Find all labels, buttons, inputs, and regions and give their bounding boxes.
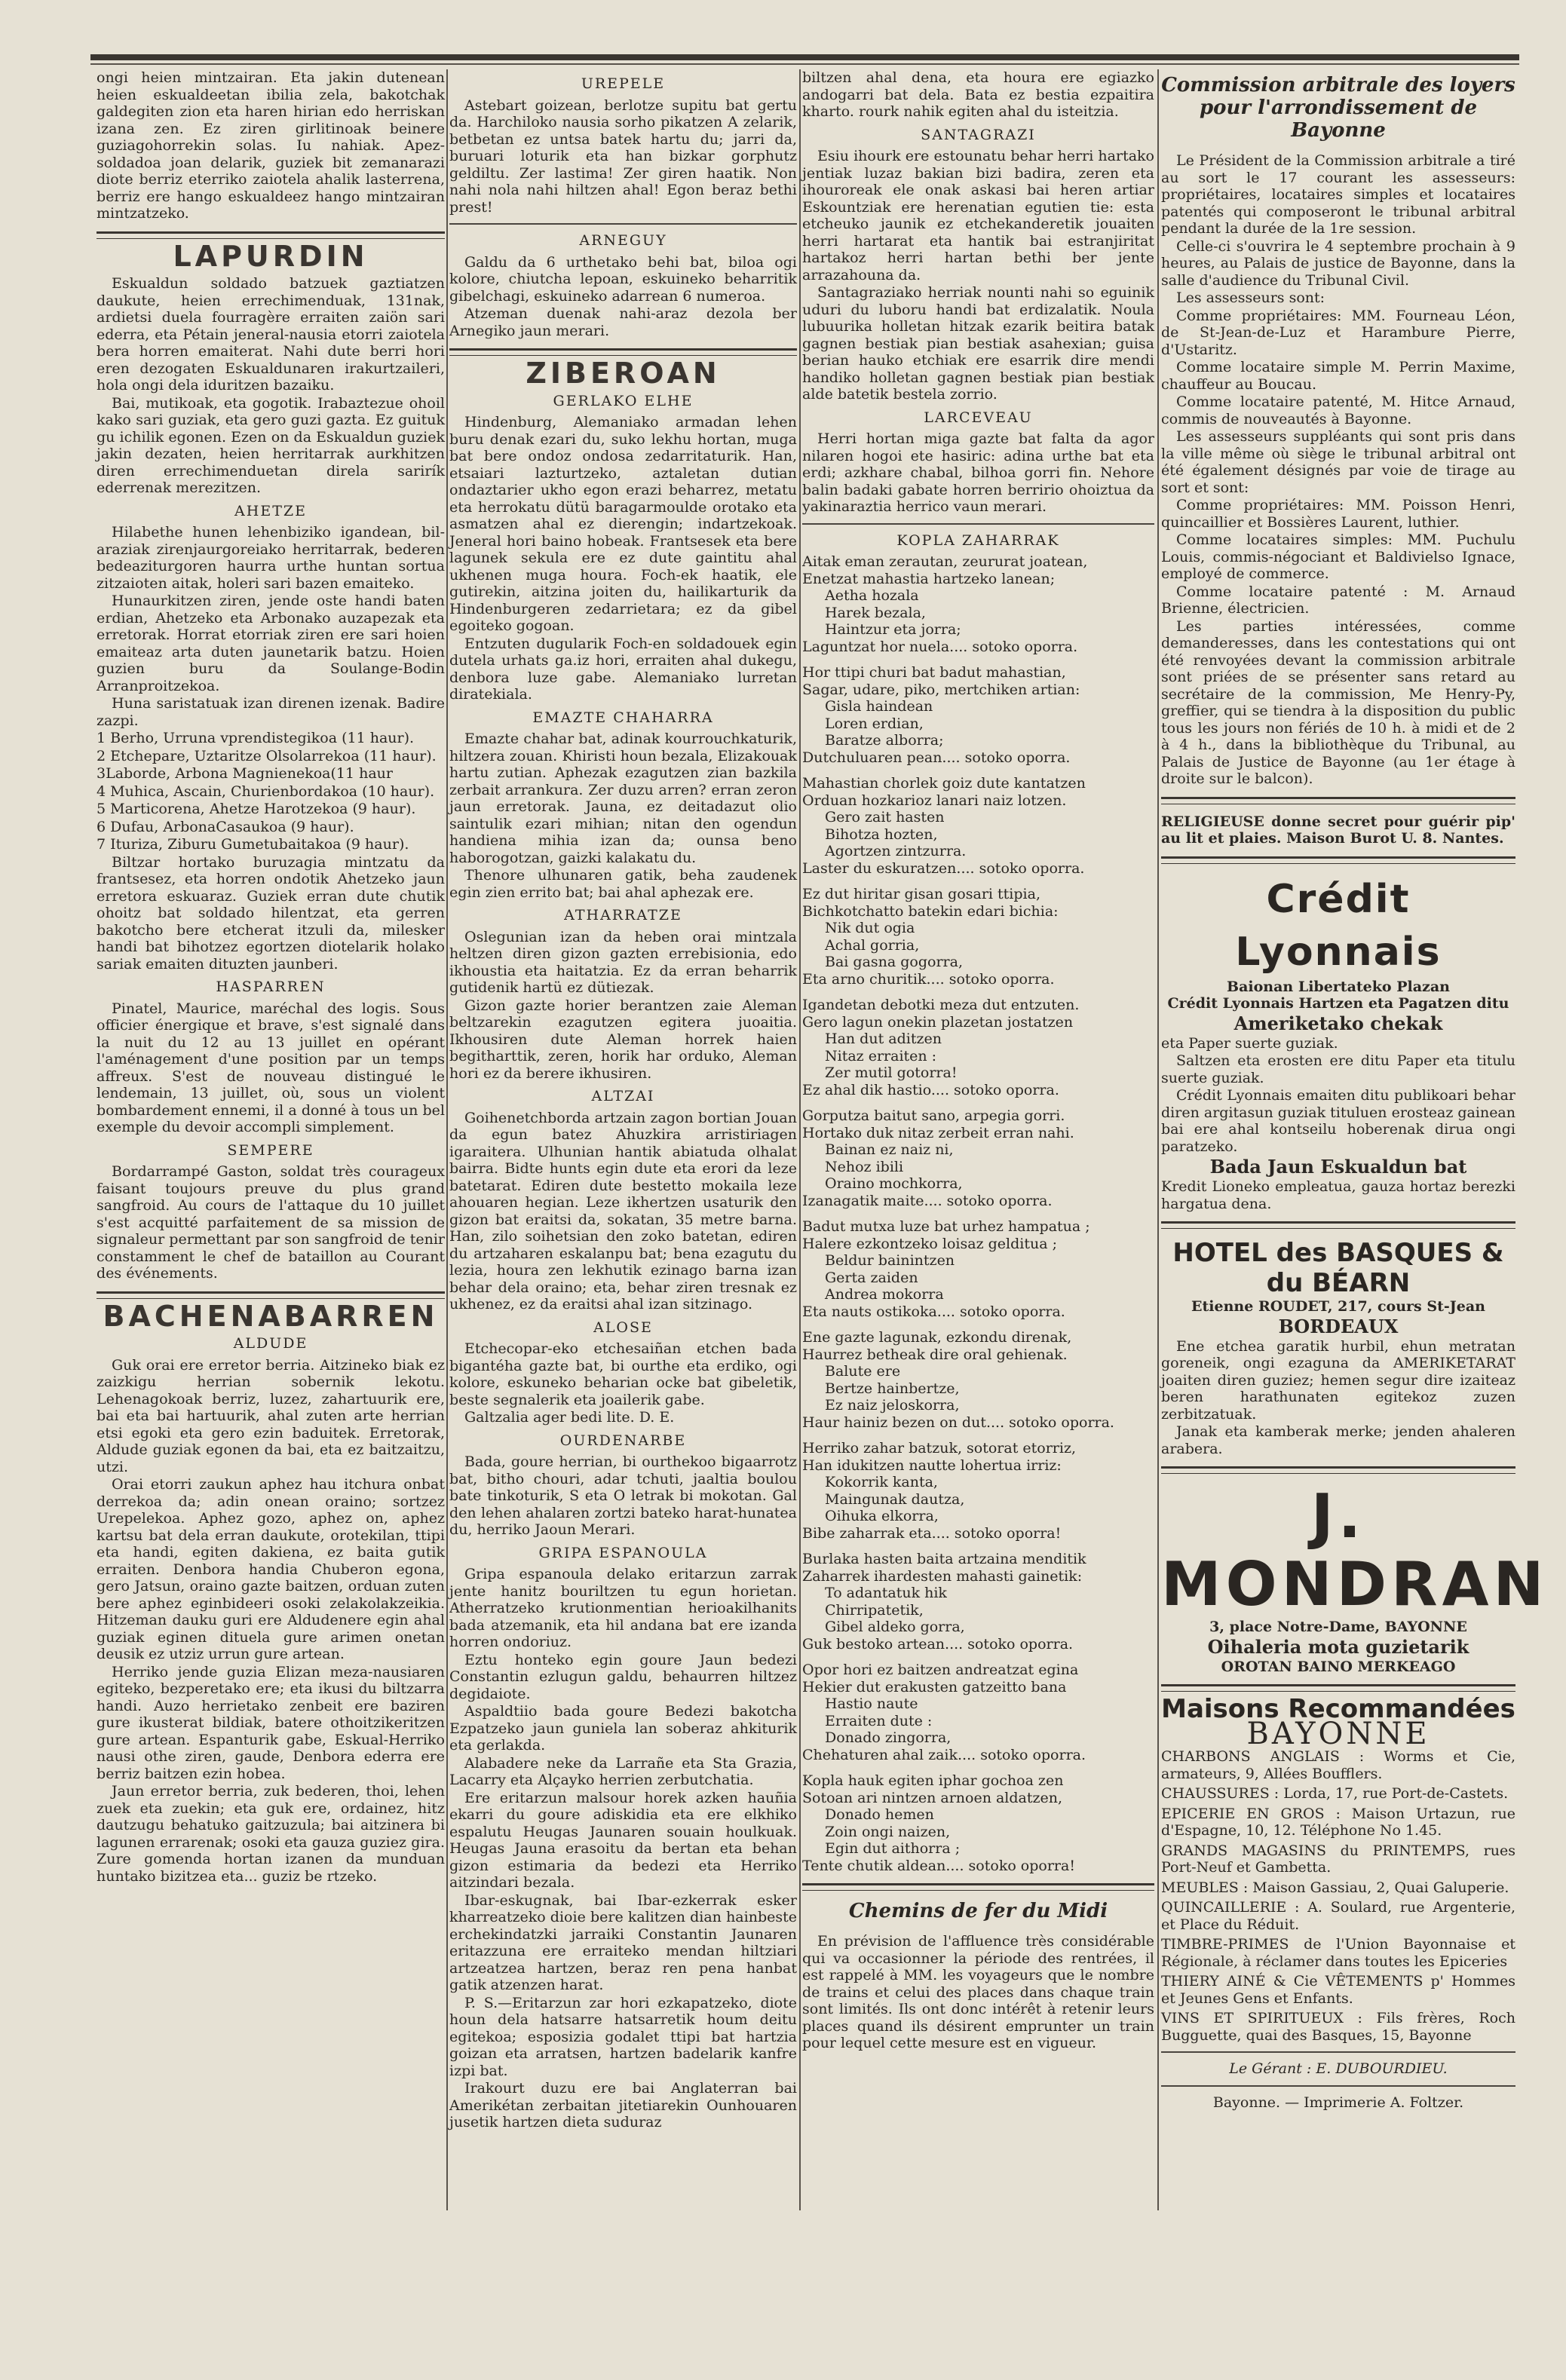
article-text: Hindenburg, Alemaniako armadan lehen buru denak ezari du, suko lekhu hortan, muga bat bere ondoz ondosa zedarritaturik. Han, etsaiari lazturtzeko, aztaletan dutian ondaztarier ukho egon erazi beharrez, metatu eta herrokatu dütü baragarmoulde orotako eta asmatzen ahal ez dierengin; indartzekoak. Jeneral hori baino hobeak. Frantsesek eta bere lagunek sekula ere ez dute gaintitu ahal ukhenen muga houra. Foch-ek haatik, ele gutirekin, aitzina joiten du, hailikarturik da Hindenburgeren zedarrietara; ez da gibel egoiteko gogoan. xyxy=(449,414,797,634)
ad-text: Crédit Lyonnais emaiten ditu publikoari behar diren argitasun guziak tituluen erosteaz gainean bai ere ahal kontseilu hoberenak dirua ongi paratzeko. xyxy=(1161,1087,1515,1155)
poem-line: Ez ahal dik hastio.... sotoko oporra. xyxy=(802,1081,1059,1098)
poem-line: Ez dut hiritar gisan gosari ttipia, xyxy=(802,886,1040,902)
column-divider xyxy=(1157,69,1159,2210)
poem-line: Andrea mokorra xyxy=(825,1286,944,1303)
article-text: Biltzar hortako buruzagia mintzatu da frantsesez, eta horren ondotik Ahetzeko jaun erretora eskuaraz. Guziek erran dute chutik ohoitz bat soldado hilentzat, eta gerren bakotcho bere etcherat itzuli da, milesker handi bat bihotzez egortzen diotelarik holako sariak emaiten dituzten jaunberi. xyxy=(97,853,445,973)
article-text: Eskualdun soldado batzuek gaztiatzen daukute, heien errechimenduak, 131nak, ardietsi duela fourragère erraiten zaiön sari ederra, eta Pétain jeneral-nausia etorri zaiotela bera horren emaiterat. Nahi dute berri hori eren dezogaten Eskualdunaren irakurtzaileri, hola ongi dela iduritzen bazaiku. xyxy=(97,275,445,394)
poem-line: Orduan hozkarioz lanari naiz lotzen. xyxy=(802,792,1067,809)
article-text: Comme locataires simples: MM. Puchulu Louis, commis-négociant et Baldivielso Ignace, employé de commerce. xyxy=(1161,531,1515,582)
article-text: Thenore ulhunaren gatik, beha zaudenek egin zien errito bat; bai ahal aphezak ere. xyxy=(449,867,797,901)
article-text: Emazte chahar bat, adinak kourrouchkaturik, hiltzera zouan. Khiristi houn bezala, Elizakouak hartu zutian. Aphezak ezagutzen zian bazkila zerbait arrankura. Zer duzu arren? erran zeron jaun erretorak. Jauna, ez deitadazut olio saintulik ezari mihian; nitan den ogendun handiena mihia izan da; ounsa beno haborogotzan, gaizki kalakatu du. xyxy=(449,731,797,866)
maison-item: CHARBONS ANGLAIS : Worms et Cie, armateurs, 9, Allées Boufflers. xyxy=(1161,1748,1515,1782)
city-heading: BAYONNE xyxy=(1246,1716,1430,1751)
ad-text: Janak eta kamberak merke; jenden ahaleren arabera. xyxy=(1161,1423,1515,1457)
poem-stanza xyxy=(802,1440,1154,1542)
town-heading: GERLAKO ELHE xyxy=(553,392,694,409)
poem-line: Maingunak dautza, xyxy=(825,1490,965,1508)
poem-stanza xyxy=(802,997,1154,1098)
poem-line: Enetzat mahastia hartzeko lanean; xyxy=(802,570,1056,587)
section-rule xyxy=(1161,2085,1515,2087)
town-heading: ALTZAI xyxy=(591,1088,655,1104)
poem-line: Bainan ez naiz ni, xyxy=(825,1141,954,1158)
section-rule xyxy=(1161,2051,1515,2053)
credit-lyonnais-title: Crédit Lyonnais xyxy=(1235,876,1442,975)
article-title: Chemins de fer du Midi xyxy=(848,1900,1108,1922)
poem-line: Igandetan debotki meza dut entzuten. xyxy=(802,997,1080,1013)
poem-line: Badut mutxa luze bat urhez hampatua ; xyxy=(802,1218,1090,1235)
poem-line: Gisla haindean xyxy=(825,698,933,715)
article-text: Atzeman duenak nahi-araz dezola ber Arnegiko jaun merari. xyxy=(449,305,797,339)
list-item: 4 Muhica, Ascain, Churienbordakoa (10 haur). xyxy=(97,783,435,800)
section-rule xyxy=(449,223,797,225)
region-heading: LAPURDIN xyxy=(173,239,369,273)
poem-stanza xyxy=(802,1551,1154,1653)
article-text: Comme propriétaires: MM. Poisson Henri, quincaillier et Bossières Laurent, luthier. xyxy=(1161,497,1515,531)
article-text: Jaun erretor berria, zuk bederen, thoi, lehen zuek eta zuekin; eta guk ere, ordainez, hitz dautzugu behatuko gaitzuzula; bai aitzinera bi lagunen errarenak; osoki eta gauza guziez gira. Zure gomenda hortan izanen da munduan huntako bizitzea eta... guziz be rtzeko. xyxy=(97,1783,445,1885)
poem-stanza xyxy=(802,1662,1154,1763)
article-text: Guk orai ere erretor berria. Aitzineko biak ez zaizkigu herrian sobernik lekotu. Lehenagokoak berriz, luzez, zahartuurik ere, bai eta bai hartuurik, ahal zuten arte herrian etsi egoki eta gero ezin baduitek. Erretorak, Aldude guziak egonen da bai, eta ez baitzaitzu, utzi. xyxy=(97,1356,445,1475)
article-text: Les assesseurs sont: xyxy=(1176,289,1325,306)
section-rule xyxy=(97,1291,445,1299)
poem-line: Donado zingorra, xyxy=(825,1729,952,1746)
poem-line: Nik dut ogia xyxy=(825,920,915,936)
column-1 xyxy=(97,69,445,1885)
maison-item: QUINCAILLERIE : A. Soulard, rue Argenterie, et Place du Réduit. xyxy=(1161,1899,1515,1933)
section-rule xyxy=(1161,1684,1515,1692)
poem-stanza xyxy=(802,1218,1154,1320)
poem-line: Gero zait hasten xyxy=(825,809,945,825)
article-text: Comme locataire patenté, M. Hitce Arnaud, commis de nouveautés à Bayonne. xyxy=(1161,394,1515,427)
poem-line: Hekier dut erakusten gatzeitto bana xyxy=(802,1678,1067,1695)
town-heading: GRIPA ESPANOULA xyxy=(538,1544,708,1561)
poem-line: Balute ere xyxy=(825,1363,901,1380)
poem-line: Eta nauts ostikoka.... sotoko oporra. xyxy=(802,1303,1065,1320)
town-heading: HASPARREN xyxy=(216,979,326,995)
poem-line: Gorputza baitut sano, arpegia gorri. xyxy=(802,1107,1065,1124)
poem-stanza xyxy=(802,775,1154,877)
article-text: Comme propriétaires: MM. Fourneau Léon, de St-Jean-de-Luz et Harambure Pierre, d'Ustaritz. xyxy=(1161,307,1515,358)
poem-line: Zer mutil gotorra! xyxy=(825,1064,958,1081)
poem-line: Nitaz erraiten : xyxy=(825,1047,937,1064)
section-rule xyxy=(1161,856,1515,864)
maison-item: TIMBRE-PRIMES de l'Union Bayonnaise et Régionale, à réclamer dans toutes les Epiceries xyxy=(1161,1936,1515,1970)
poem-line: Donado hemen xyxy=(825,1806,934,1823)
ad-text: Saltzen eta erosten ere ditu Paper eta titulu suerte guziak. xyxy=(1161,1052,1515,1086)
poem-line: Gero lagun onekin plazetan jostatzen xyxy=(802,1013,1074,1031)
article-text: Ibar-eskugnak, bai Ibar-ezkerrak esker kharreatzeko dioie bere kalitzen dian hainbeste erchekindatzki jarraiki Constantin Jaunaren eritazzuna ere erraiteko mendan hiltziari artzeatzea hartzen, beraz ren pena hanbat gatik atzenzen harat. xyxy=(449,1891,797,1993)
ad-subtitle: Baionan Libertateko Plazan xyxy=(1227,978,1450,995)
poem-line: Laster du eskuratzen.... sotoko oporra. xyxy=(802,859,1085,877)
region-heading: ZIBEROAN xyxy=(526,357,721,390)
section-rule xyxy=(802,1883,1154,1891)
poem-line: Bai gasna gogorra, xyxy=(825,954,963,970)
article-text: Alabadere neke da Larrañe eta Sta Grazia, Lacarry eta Alçayko herrien zerbutchatia. xyxy=(449,1754,797,1788)
list-item: 1 Berho, Urruna vprendistegikoa (11 haur). xyxy=(97,730,415,746)
poem-line: Guk bestoko artean.... sotoko oporra. xyxy=(802,1635,1074,1653)
section-rule xyxy=(802,523,1154,525)
poem-line: Eta arno churitik.... sotoko oporra. xyxy=(802,970,1055,988)
article-text: Goihenetchborda artzain zagon bortian Jouan da egun batez Ahuzkira arristiriagen igaraitera. Ulhunian hantik abiatuda olhalat bairra. Bidte hunts egin dute eta erori da leze batetarat. Ediren dute bestetto mokaila leze ahouaren hegian. Leze ikhertzen usaturik den gizon bat eraitsi da, sokatan, 35 metre barna. Han, zilo soihetsian den zoko batetan, ediren du artzaharen eskalanpu bat; bena ezagutu du lezia, houra zen lekhutik ezinago barna izan behar dela oraino; eta, behar ziren tresnak ez ukhenez, ez da eraitsi ahal izan sitzinago. xyxy=(449,1109,797,1313)
article-text: P. S.—Eritarzun zar hori ezkapatzeko, diote houn dela hatsarre hatsarretik houm deitu egitekoa; esposizia godalet ttipi bat hartzia goizan eta arratsen, hartzen badelarik kanfre izpi bat. xyxy=(449,1994,797,2079)
list-item: 3Laborde, Arbona Magnienekoa(11 haur xyxy=(97,765,393,782)
poem-line: Haintzur eta jorra; xyxy=(825,621,961,638)
poem-stanza xyxy=(802,553,1154,655)
column-4 xyxy=(1161,69,1549,2111)
poem-line: Chehaturen ahal zaik.... sotoko oporra. xyxy=(802,1746,1086,1763)
poem-line: Chirripatetik, xyxy=(825,1601,924,1619)
poem-line: Dutchuluaren pean.... sotoko oporra. xyxy=(802,749,1071,766)
poem-line: Bibe zaharrak eta.... sotoko oporra! xyxy=(802,1524,1062,1542)
article-text: Aspaldtiio bada goure Bedezi bakotcha Ezpatzeko jaun guniela lan soberaz ahkiturik eta gerlakda. xyxy=(449,1703,797,1754)
poem-line: Hortako duk nitaz zerbeit erran nahi. xyxy=(802,1124,1074,1141)
poem-line: Halere ezkontzeko loisaz gelditua ; xyxy=(802,1235,1057,1252)
article-text: Entzuten dugularik Foch-en soldadouek egin dutela urhats ga.iz hori, erraiten ahal dukegu, denbora luze gabe. Alemaniako lurretan diratekiala. xyxy=(449,635,797,703)
town-heading: SEMPERE xyxy=(227,1141,314,1159)
section-rule xyxy=(1161,1221,1515,1229)
article-text: Bai, mutikoak, eta gogotik. Irabaztezue ohoil kako sari guziak, eta gero guzi gazta. Ez guituk gu ichilik egonen. Ezen on da Eskualdun guziek jakin dezaten, heien herritarrak aurkhitzen diren errechimenduetan direla sarirík ederrenak merezitzen. xyxy=(97,394,445,496)
article-text: Irakourt duzu ere bai Anglaterran bai Amerikétan zerbaitan jitetiarekin Ounhouaren jusetik hartzen dieta suduraz xyxy=(449,2080,797,2130)
article-text: Herri hortan miga gazte bat falta da agor nilaren hogoi ete hasiric: adina urthe bat eta erdi; azkhare chabal, bilhoa gorri fin. Nehore balin badaki gabate horren berririo ohoiztua da yakinaraztia herrico vaun merari. xyxy=(802,430,1154,515)
town-heading: KOPLA ZAHARRAK xyxy=(896,531,1060,549)
article-text: Hilabethe hunen lehenbiziko igandean, bil-araziak zirenjaurgoreiako herritarrak, bederen bedeaziturgoren haurra urthe huntan sortua zitzaioten aitak, holeri sari bazen emaiteko. xyxy=(97,524,445,592)
gerant: Le Gérant : E. DUBOURDIEU. xyxy=(1229,2060,1448,2077)
column-3 xyxy=(802,69,1154,2053)
top-rule xyxy=(90,54,1519,60)
column-divider xyxy=(446,69,448,2210)
article-text: Gripa espanoula delako eritarzun zarrak jente hanitz bouriltzen tu egun horietan. Atherratzeko krutionmentian herioakilhanits bada atzemanik, eta hil andana bat ere izanda horren ondoriuz. xyxy=(449,1566,797,1650)
hotel-owner: Etienne ROUDET, 217, cours St-Jean xyxy=(1191,1298,1485,1315)
poem-line: Laguntzat hor nuela.... sotoko oporra. xyxy=(802,638,1078,655)
ad-heading: Bada Jaun Eskualdun bat xyxy=(1209,1156,1467,1178)
article-text: Galtzalia ager bedi lite. D. E. xyxy=(464,1409,675,1426)
maison-item: EPICERIE EN GROS : Maison Urtazun, rue d'Espagne, 10, 12. Téléphone No 1.45. xyxy=(1161,1805,1515,1839)
poem-line: Mahastian chorlek goiz dute kantatzen xyxy=(802,775,1086,792)
poem-line: Burlaka hasten baita artzaina menditik xyxy=(802,1551,1086,1567)
maison-item: GRANDS MAGASINS du PRINTEMPS, rues Port-Neuf et Gambetta. xyxy=(1161,1842,1515,1876)
poem-line: Beldur bainintzen xyxy=(825,1252,955,1269)
poem-stanza xyxy=(802,664,1154,766)
poem-line: Ene gazte lagunak, ezkondu direnak, xyxy=(802,1329,1072,1346)
article-text: Gizon gazte horier berantzen zaie Aleman beltzarekin ezagutzen egitera juoaitia. Ikhousiren dute Aleman horrek haien begitharttik, zeren, horik har orduko, Aleman hori ez da berere ikhusiren. xyxy=(449,997,797,1082)
top-rule-thin xyxy=(90,63,1519,65)
poem-line: Hastio naute xyxy=(825,1695,918,1712)
poem-line: Tente chutik aldean.... sotoko oporra! xyxy=(802,1857,1075,1874)
column-2 xyxy=(449,69,797,2132)
poem-line: Haur hainiz bezen on dut.... sotoko oporra. xyxy=(802,1414,1114,1431)
town-heading: OURDENARBE xyxy=(559,1432,687,1449)
poem-line: Gibel aldeko gorra, xyxy=(825,1619,965,1635)
poem-line: Aetha hozala xyxy=(825,587,919,604)
ad-text: Ene etchea garatik hurbil, ehun metratan goreneik, ongi ezaguna da AMERIKETARAT joaiten diren guziez; hemen segur dire izaiteaz beren harathunaten egitekoz zuzen zerbitzatuak. xyxy=(1161,1337,1515,1423)
poem-line: Bichkotchatto batekin edari bichia: xyxy=(802,902,1059,920)
section-rule xyxy=(1161,797,1515,804)
ad-text: Kredit Lioneko empleatua, gauza hortaz berezki hargatua dena. xyxy=(1161,1178,1515,1212)
section-rule xyxy=(449,348,797,356)
article-text: Hunaurkitzen ziren, jende oste handi baten erdian, Ahetzeko eta Arbonako auzapezak eta erretorak. Horrat etorriak ziren ere sari hoien emaiteaz arta duten jaunetarik batzu. Hoien guzien buru da Soulange-Bodin Arranproitzekoa. xyxy=(97,593,445,694)
poem-line: Sagar, udare, piko, mertchiken artian: xyxy=(802,681,1080,698)
poem-line: Izanagatik maite.... sotoko oporra. xyxy=(802,1192,1053,1209)
hotel-city: BORDEAUX xyxy=(1278,1315,1399,1337)
poem-line: Sotoan ari nintzen arnoen aldatzen, xyxy=(802,1789,1063,1806)
poem-line: Herriko zahar batzuk, sotorat etorriz, xyxy=(802,1440,1076,1456)
town-heading: ALDUDE xyxy=(233,1335,308,1352)
column-divider xyxy=(799,69,801,2210)
ad-subtitle: Oihaleria mota guzietarik xyxy=(1207,1635,1469,1658)
hotel-title: HOTEL des BASQUES & du BÉARN xyxy=(1172,1238,1504,1298)
article-text: Ere eritarzun malsour horek azken hauñia ekarri du goure adiskidia eta ere elkhiko espalutu Heugas Jaunaren souain houlkuak. Heugas Jauna erasoitu da bertan eta behan gizon estimaria da bedezi eta Herriko aitzindari bezala. xyxy=(449,1789,797,1891)
poem-line: Bertze hainbertze, xyxy=(825,1380,960,1397)
article-text: En prévision de l'affluence très considérable qui va occasionner la période des rentrées, il est rappelé à MM. les voyageurs que le nombre de trains et celui des places dans chaque train sont limités. Ils ont donc intérêt à retenir leurs places quand ils désirent emprunter un train pour lequel cette mesure est en vigueur. xyxy=(802,1933,1154,2051)
article-text: biltzen ahal dena, eta houra ere egiazko andogarri bat dela. Bata ez bestia ezpaitira kharto. rourk nahik egiten ahal du isteitzia. xyxy=(802,69,1154,120)
article-text: Comme locataire patenté : M. Arnaud Brienne, électricien. xyxy=(1161,583,1515,617)
poem-line: Agortzen zintzurra. xyxy=(825,843,967,859)
poem-line: Haurrez betheak dire oral gehienak. xyxy=(802,1346,1068,1363)
list-item: 2 Etchepare, Uztaritze Olsolarrekoa (11 haur). xyxy=(97,747,437,764)
poem-line: Zaharrek ihardesten mahasti gainetik: xyxy=(802,1567,1083,1585)
classified-ad: RELIGIEUSE donne secret pour guérir pip' au lit et plaies. Maison Burot U. 8. Nantes. xyxy=(1161,813,1515,847)
list-item: 6 Dufau, ArbonaCasaukoa (9 haur). xyxy=(97,818,354,835)
poem-line: Han dut aditzen xyxy=(825,1031,942,1047)
list-item: 5 Marticorena, Ahetze Harotzekoa (9 haur). xyxy=(97,801,416,817)
town-heading: ARNEGUY xyxy=(579,232,667,249)
article-text: Esiu ihourk ere estounatu behar herri hartako jentiak luzaz bakian bizi badira, zeren eta ihouroreak ele onak askasi bai heren artiar Eskountziak ere herenatian egutien tie: esta etcheuko jaunik ez etchekanderetik jouaiten herri hartarat eta hantik bai estranjiritat hartakoz herri hartan bethi ber jente arrazahouna da. xyxy=(802,148,1154,283)
section-rule xyxy=(1161,1466,1515,1474)
poem-line: Gerta zaiden xyxy=(825,1269,918,1286)
poem xyxy=(802,553,1154,1874)
poem-line: To adantatuk hik xyxy=(825,1585,947,1601)
article-text: Les assesseurs suppléants qui sont pris dans la ville même où siège le tribunal arbitral ont été également désignés par voie de tirage au sort et sont: xyxy=(1161,428,1515,496)
town-heading: UREPELE xyxy=(581,75,666,92)
town-heading: LARCEVEAU xyxy=(924,409,1033,426)
article-text: Pinatel, Maurice, maréchal des logis. Sous officier énergique et brave, s'est signalé dans la nuit du 12 au 13 juillet en opérant l'aménagement d'une position par un temps affreux. S'est de nouveau distingué le lendemain, 13 juillet, où, sous un violent bombardement ennemi, il a donné à tous un bel exemple du devoir accompli simplement. xyxy=(97,1000,445,1135)
town-heading: AHETZE xyxy=(234,502,307,519)
article-text: Comme locataire simple M. Perrin Maxime, chauffeur au Boucau. xyxy=(1161,359,1515,393)
article-text: Orai etorri zaukun aphez hau itchura onbat derrekoa da; adin onean oraino; sortzez Urepelekoa. Aphez gozo, aphez on, aphez kartsu bat dela erran daukute, orotekilan, ttipi eta handi, egiten dakiena, ez baita gutik erraiten. Denbora handia Chuberon egona, gero Jatsun, oraino gazte baitzen, orduan zuten bere aphez eginbideeri osoki zelakolakzeikia. Hitzeman dauku guri ere Aldudenere egin ahal guziak eginen dituela gure arimen onetan deusik ez utziz urrun gure artean. xyxy=(97,1476,445,1662)
maison-item: CHAUSSURES : Lorda, 17, rue Port-de-Castets. xyxy=(1161,1785,1509,1802)
poem-line: Hor ttipi churi bat badut mahastian, xyxy=(802,664,1066,681)
article-text: Bordarrampé Gaston, soldat très courageux faisant toujours preuve du plus grand sangfroid. Au cours de l'attaque du 10 juillet s'est acquitté parfaitement de sa mission de signaleur permettant par son sangfroid de tenir constamment le chef de bataillon au Courant des événements. xyxy=(97,1163,445,1282)
poem-line: Opor hori ez baitzen andreatzat egina xyxy=(802,1662,1079,1678)
poem-stanza xyxy=(802,1107,1154,1209)
poem-line: Zoin ongi naizen, xyxy=(825,1823,951,1840)
poem-line: Erraiten dute : xyxy=(825,1712,933,1729)
article-text: ongi heien mintzairan. Eta jakin dutenean heien eskualdeetan ibilia zela, bakotchak galdegiten zion eta haren hirian edo herriskan izana zen. Ez ziren girlitinoak beinere guziagohorrekin solas. Iu nahiak. Apez-soldadoa joan delarik, guziek bit zemanarazi diote berriz eterriko zaiotela ahalik lasterrena, berriz ere hango eskualdeez hango mintzairan mintzatzeko. xyxy=(97,69,445,222)
town-heading: ALOSE xyxy=(593,1319,653,1336)
imprimerie: Bayonne. — Imprimerie A. Foltzer. xyxy=(1212,2094,1464,2111)
poem-line: Baratze alborra; xyxy=(825,732,944,749)
town-heading: ATHARRATZE xyxy=(564,907,682,924)
section-rule xyxy=(97,231,445,239)
poem-line: Harek bezala, xyxy=(825,604,926,621)
list-item: 7 Ituriza, Ziburu Gumetubaitakoa (9 haur). xyxy=(97,836,409,853)
poem-line: Kokorrik kanta, xyxy=(825,1474,938,1490)
poem-stanza xyxy=(802,886,1154,988)
article-text: Herriko jende guzia Elizan meza-nausiaren egiteko, bezperetako ere; eta ikusi du biltzarra handi. Auzo herrietako zenbeit ere baziren gure ikusterat bildiak, batere othoitzikeritzen gure artean. Espanturik gabe, Eskual-Herriko nausi othe ziren, gaude, Denbora ederra ere berriz baitzen ezin hobea. xyxy=(97,1663,445,1782)
maison-item: THIERY AINÉ & Cie VÊTEMENTS p' Hommes et Jeunes Gens et Enfants. xyxy=(1161,1973,1515,2007)
town-heading: EMAZTE CHAHARRA xyxy=(532,709,714,726)
article-text: Huna saristatuak izan direnen izenak. Badire zazpi. xyxy=(97,695,445,729)
ad-subtitle: OROTAN BAINO MERKEAGO xyxy=(1221,1658,1456,1675)
poem-line: Oraino mochkorra, xyxy=(825,1175,963,1192)
poem-line: Loren erdian, xyxy=(825,715,924,732)
article-text: Bada, goure herrian, bi ourthekoo bigaarrotz bat, bitho chouri, adar tchuti, jaaltia boulou bate tinkoturik, S eta O letrak bi mokotan. Gal den lehen ahalaren zortzi bateko harat-hunatea du, herriko Jaoun Merari. xyxy=(449,1453,797,1538)
poem-line: Bihotza hozten, xyxy=(825,825,938,843)
maison-item: VINS ET SPIRITUEUX : Fils frères, Roch Bugguette, quai des Basques, 15, Bayonne xyxy=(1161,2010,1515,2044)
poem-line: Oihuka elkorra, xyxy=(825,1508,939,1524)
poem-line: Han idukitzen nautte lohertua irriz: xyxy=(802,1456,1062,1474)
ad-text: eta Paper suerte guziak. xyxy=(1161,1034,1338,1052)
ad-subtitle: Crédit Lyonnais Hartzen eta Pagatzen ditu xyxy=(1167,995,1509,1012)
article-text: Astebart goizean, berlotze supitu bat gertu da. Harchiloko nausia sorho pikatzen A zelarik, betbetan ez untsa batek hartu du; jarri da, buruari loturik eta han bizkar gorphutz geldiltu. Zer lastima! Zer giren haatik. Non nahi nola nahi hiltzen ahal! Egon beraz bethi prest! xyxy=(449,96,797,216)
article-text: Celle-ci s'ouvrira le 4 septembre prochain à 9 heures, au Palais de justice de Bayonne, dans la salle d'audience du Tribunal Civil. xyxy=(1161,237,1515,289)
region-heading: BACHENABARREN xyxy=(103,1299,439,1333)
article-text: Santagraziako herriak nounti nahi so eguinik uduri du luboru handi bat erdizalatik. Noula lubuurika holletan hitzak ezarik beitira batak gagnen bestiak pian bestiak asahexian; guisa berian hauko etchiak ere esarrik dire mendi handiko holletan gagnen bestiak pian bestiak alde batetik bestela zorrio. xyxy=(802,284,1154,403)
poem-line: Achal gorria, xyxy=(825,936,920,954)
poem-stanza xyxy=(802,1329,1154,1431)
ad-heading: Ameriketako chekak xyxy=(1233,1012,1443,1034)
poem-line: Kopla hauk egiten iphar gochoa zen xyxy=(802,1772,1064,1789)
article-text: Le Président de la Commission arbitrale a tiré au sort le 17 courant les assesseurs: propriétaires, locataires simples et locataires patentés qui composeront le tribunal arbitral pendant la durée de la 1re session. xyxy=(1161,152,1515,237)
poem-line: Egin dut aithorra ; xyxy=(825,1840,961,1857)
mondran-address: 3, place Notre-Dame, BAYONNE xyxy=(1209,1619,1467,1635)
article-title: Commission arbitrale des loyers pour l'arrondissement de Bayonne xyxy=(1161,74,1515,142)
poem-line: Nehoz ibili xyxy=(825,1158,904,1175)
maison-item: MEUBLES : Maison Gassiau, 2, Quai Galuperie. xyxy=(1161,1879,1509,1896)
article-text: Eztu honteko egin goure Jaun bedezi Constantin ezlugun galdu, behaurren hiltzez degidaiote. xyxy=(449,1651,797,1702)
article-text: Les parties intéressées, comme demanderesses, dans les contestations qui ont été renvoyées devant la commission arbitrale sont priées de se présenter sans retard au secrétaire de la commission, Me Henry-Py, greffier, qui se tiendra à la disposition du public tous les jours non fériés de 10 h. à midi et de 2 à 4 h., dans la bibliothèque du Tribunal, au Palais de Justice de Bayonne (au 1er étage à droite sur le balcon). xyxy=(1161,617,1515,787)
town-heading: SANTAGRAZI xyxy=(921,126,1036,143)
article-text: Oslegunian izan da heben orai mintzala heltzen diren gizon gazten errebisionia, edo ikhoustia eta haitatzia. Ez da erran beharrik gutidenik hartü ez dütiezak. xyxy=(449,928,797,996)
maisons-list xyxy=(1161,1748,1515,2044)
mondran-title: J. MONDRAN xyxy=(1161,1481,1549,1619)
maisons-title: Maisons Recommandées xyxy=(1161,1694,1515,1724)
poem-line: Ez naiz jeloskorra, xyxy=(825,1397,960,1414)
article-text: Galdu da 6 urthetako behi bat, biloa ogi kolore, chiutcha lepoan, eskuineko beharritik gibelchagi, eskuineko adarrean 6 numeroa. xyxy=(449,253,797,305)
article-text: Etchecopar-eko etchesaiñan etchen bada bigantéha gazte bat, bi ourthe eta erdiko, ogi kolore, eskuneko beharian ocke bat gibeletik, beste segnalerik eta joailerik gabe. xyxy=(449,1340,797,1408)
poem-line: Aitak eman zerautan, zeururat joatean, xyxy=(802,553,1088,570)
poem-stanza xyxy=(802,1772,1154,1874)
